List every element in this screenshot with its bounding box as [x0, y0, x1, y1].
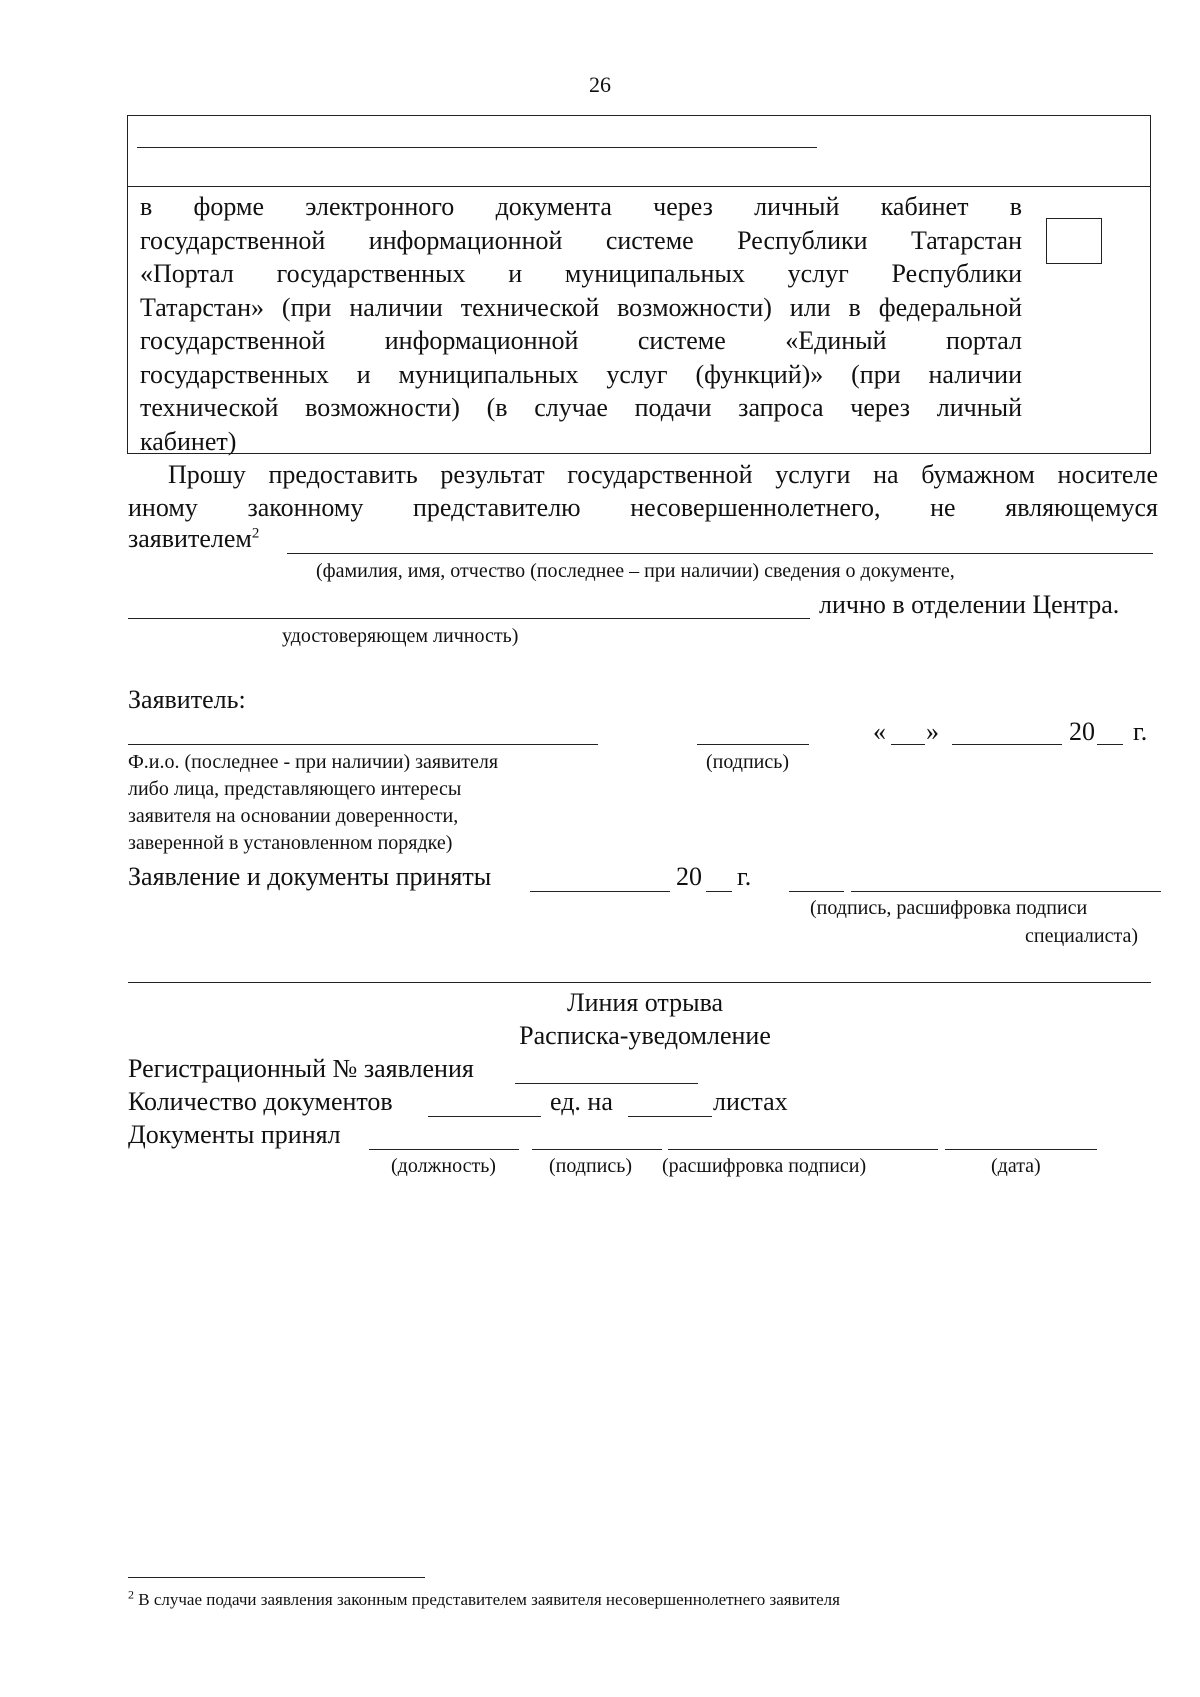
fio-caption-line: Ф.и.о. (последнее - при наличии) заявителя: [128, 751, 499, 773]
recipient-caption-2: удостоверяющем личность): [282, 625, 519, 647]
recipient-name-field[interactable]: [287, 553, 1153, 554]
cell-line: государственной информационной системе «Единый портал: [140, 326, 1022, 355]
accepted-caption-2: специалиста): [1025, 925, 1138, 947]
footnote-number: 2: [128, 1587, 134, 1602]
request-line-3: [128, 524, 259, 554]
footnote: [128, 1587, 840, 1610]
applicant-fio-field[interactable]: [128, 744, 598, 745]
position-caption: (должность): [391, 1155, 496, 1177]
accepted-year-prefix: 20: [676, 862, 702, 891]
accepted-year-suffix: г.: [737, 862, 752, 891]
receipt-decoding-field[interactable]: [668, 1149, 938, 1150]
electronic-option-text: [140, 190, 1022, 458]
cell-line: «Портал государственных и муниципальных услуг Республики: [140, 259, 1022, 288]
receipt-date-field[interactable]: [945, 1149, 1097, 1150]
tear-line-title: Линия отрыва: [566, 988, 724, 1017]
applicant-label: Заявитель:: [128, 685, 246, 714]
cell-line: в форме электронного документа через личный кабинет в: [140, 192, 1022, 221]
request-line-1: Прошу предоставить результат государственной услуги на бумажном носителе: [168, 460, 1158, 489]
table-header-blank-line: [137, 147, 817, 148]
accepted-year-field[interactable]: [706, 891, 732, 892]
applicant-signature-field[interactable]: [697, 744, 809, 745]
fio-caption-line: либо лица, представляющего интересы: [128, 778, 462, 800]
accepted-by-label: Документы принял: [128, 1120, 341, 1149]
cell-line: государственных и муниципальных услуг (функций)» (при наличии: [140, 359, 1022, 389]
request-paragraph: [128, 458, 1158, 524]
page-number: 26: [589, 72, 611, 97]
sheets-label: листах: [713, 1087, 788, 1116]
date-year-field[interactable]: [1097, 744, 1123, 745]
date-open-quote: «: [873, 717, 886, 746]
cell-line: кабинет): [140, 426, 237, 456]
sheets-count-field[interactable]: [628, 1116, 712, 1117]
date-day-field[interactable]: [891, 744, 925, 745]
cell-line: государственной информационной системе Республики Татарстан: [140, 225, 1022, 255]
reg-number-field[interactable]: [515, 1083, 698, 1084]
electronic-option-checkbox[interactable]: [1046, 218, 1102, 264]
cell-line: технической возможности) (в случае подачи запроса через личный: [140, 393, 1022, 422]
receipt-decoding-caption: (расшифровка подписи): [662, 1155, 867, 1177]
accepted-signature-field[interactable]: [789, 891, 844, 892]
cell-line: Татарстан» (при наличии технической возможности) или в федеральной: [140, 292, 1022, 322]
date-close-quote: »: [926, 717, 939, 746]
tear-line: [128, 982, 1151, 983]
footnote-separator: [128, 1577, 425, 1578]
position-field[interactable]: [369, 1149, 519, 1150]
table-header-row: [127, 115, 1151, 187]
footnote-reference: 2: [251, 525, 260, 542]
date-year-prefix: 20: [1069, 717, 1095, 746]
footnote-text: В случае подачи заявления законным представителем заявителя несовершеннолетнего заявителя: [138, 1590, 840, 1609]
date-month-field[interactable]: [952, 744, 1062, 745]
reg-number-label: Регистрационный № заявления: [128, 1054, 474, 1083]
in-person-text: лично в отделении Центра.: [819, 590, 1120, 619]
fio-caption-line: заявителя на основании доверенности,: [128, 805, 459, 827]
date-year-suffix: г.: [1133, 717, 1148, 746]
units-label: ед. на: [550, 1087, 613, 1116]
fio-caption-line: заверенной в установленном порядке): [128, 832, 453, 854]
receipt-date-caption: (дата): [991, 1155, 1041, 1177]
accepted-label: Заявление и документы приняты: [128, 862, 492, 891]
recipient-caption-1: (фамилия, имя, отчество (последнее – при наличии) сведения о документе,: [316, 560, 955, 582]
doc-count-field[interactable]: [428, 1116, 541, 1117]
accepted-date-field[interactable]: [530, 891, 670, 892]
receipt-signature-caption: (подпись): [549, 1155, 633, 1177]
request-line-2: иному законному представителю несовершеннолетнего, не являющемуся: [128, 493, 1158, 522]
recipient-document-field[interactable]: [128, 618, 810, 619]
signature-caption: (подпись): [706, 751, 790, 773]
doc-count-label: Количество документов: [128, 1087, 393, 1116]
request-recipient-label: заявителем: [128, 524, 252, 553]
accepted-decoding-field[interactable]: [851, 891, 1161, 892]
accepted-caption-1: (подпись, расшифровка подписи: [810, 897, 1088, 919]
receipt-signature-field[interactable]: [532, 1149, 662, 1150]
receipt-title: Расписка-уведомление: [519, 1021, 771, 1050]
